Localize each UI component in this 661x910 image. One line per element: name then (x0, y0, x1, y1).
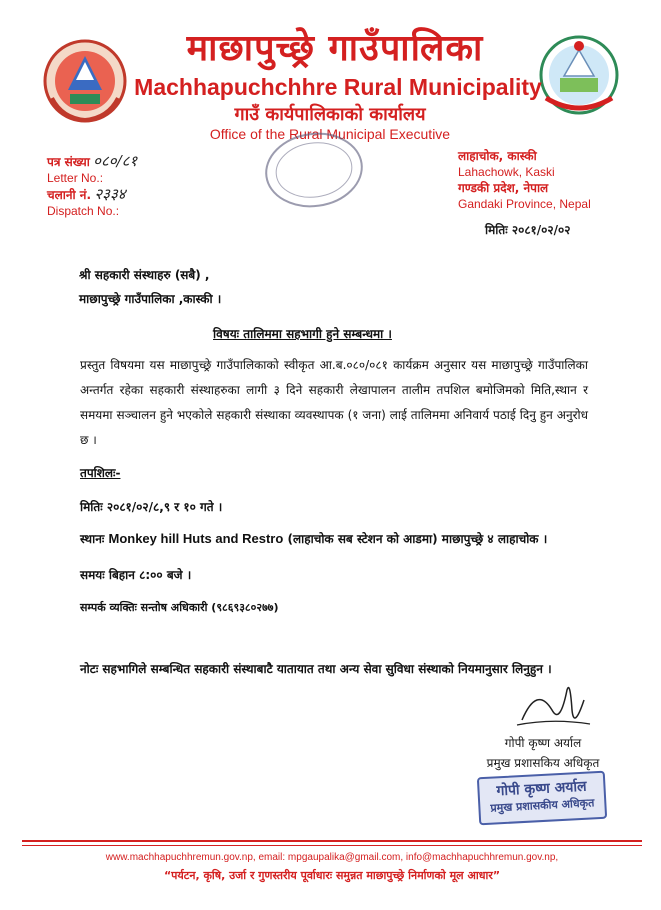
dispatch-no-label-np: चलानी नं. (47, 188, 92, 202)
province-en: Gandaki Province, Nepal (458, 197, 591, 211)
letter-no-label-np: पत्र संख्या (47, 155, 90, 169)
municipality-title-np: माछापुच्छ्रे गाउँपालिका (186, 28, 484, 69)
signatory-stamp (477, 771, 607, 826)
municipality-title-en: Machhapuchchhre Rural Municipality (134, 74, 542, 100)
details-place-label: स्थानः (80, 532, 105, 546)
footer-contact: www.machhapuchhremun.gov.np, email: mpgaupalika@gmail.com, info@machhapuchhremun.gov.np, (105, 852, 559, 863)
note-text: नोटः सहभागिले सम्बन्धित सहकारी संस्थाबाटै यातायात तथा अन्य सेवा सुविधा संस्थाको नियमानुसार लिनुहुन । (80, 662, 552, 676)
signatory-name: गोपी कृष्ण अर्याल (504, 736, 582, 750)
details-contact: सम्पर्क व्यक्तिः सन्तोष अधिकारी (९८६९३८०२७७) (80, 601, 279, 614)
place-en: Lahachowk, Kaski (458, 165, 555, 179)
details-place-en: Monkey hill Huts and Restro (108, 531, 284, 546)
recipient-line-2: माछापुच्छ्रे गाउँपालिका ,कास्की । (79, 292, 222, 306)
place-np: लाहाचोक, कास्की (458, 149, 537, 163)
dispatch-no-value: २३३४ (94, 185, 126, 203)
details-date: मितिः २०८१/०२/८,९ र १० गते । (80, 500, 223, 514)
signatory (478, 733, 608, 773)
footer-divider (22, 840, 642, 842)
footer-slogan: “पर्यटन, कृषि, उर्जा र गुणस्तरीय पूर्वाधारः समुन्नत माछापुच्छ्रे निर्माणको मूल आधार” (163, 869, 501, 882)
body-paragraph: प्रस्तुत विषयमा यस माछापुच्छ्रे गाउँपालिकाको स्वीकृत आ.ब.०८०/०८१ कार्यक्रम अनुसार यस माछापुच्छ्रे गाउँपालिका अन्तर्गत रहेका सहकारी संस्थाहरुका लागी ३ दिने सहकारी लेखापालन तालीम तपशिल बमोजिमको मिति,स्थान र समयमा सञ्चालन हुने भएकोले सहकारी संस्थाका व्यवस्थापक (१ जना) लाई तालिममा अनिवार्य पठाई दिनु हुन अनुरोध छ । (80, 358, 588, 447)
details-heading: तपशिलः- (80, 466, 121, 480)
details-place (80, 530, 547, 547)
nepal-emblem-icon (42, 38, 128, 124)
footer-divider-thin (22, 845, 642, 846)
recipient-line-1: श्री सहकारी संस्थाहरु (सबै) , (79, 268, 210, 282)
office-round-stamp (262, 130, 366, 210)
office-title-np: गाउँ कार्यपालिकाको कार्यालय (234, 104, 426, 125)
subject-line: विषयः तालिममा सहभागी हुने सम्बन्धमा । (213, 327, 392, 341)
dispatch-no-label-en: Dispatch No.: (47, 204, 120, 218)
details-time: समयः बिहान ८:०० बजे । (80, 568, 192, 582)
office-title-en: Office of the Rural Municipal Executive (209, 126, 451, 142)
letter-meta (47, 153, 137, 219)
signatory-designation: प्रमुख प्रशासकिय अधिकृत (486, 756, 600, 770)
stamp-name: गोपी कृष्ण अर्याल (496, 778, 587, 800)
address-block (458, 148, 591, 212)
signature-scribble (512, 680, 592, 735)
letter-no-value: ०८०/८१ (93, 152, 138, 170)
letter-no-label-en: Letter No.: (47, 171, 104, 185)
municipality-logo-icon (536, 32, 622, 122)
stamp-designation: प्रमुख प्रशासकीय अधिकृत (490, 796, 595, 815)
letter-date: मितिः २०८१/०२/०२ (485, 223, 571, 237)
recipient-block (79, 263, 221, 311)
details-place-np: (लाहाचोक सब स्टेशन को आडमा) माछापुच्छ्रे ४ लाहाचोक । (287, 532, 548, 546)
province-np: गण्डकी प्रदेश, नेपाल (458, 181, 549, 195)
